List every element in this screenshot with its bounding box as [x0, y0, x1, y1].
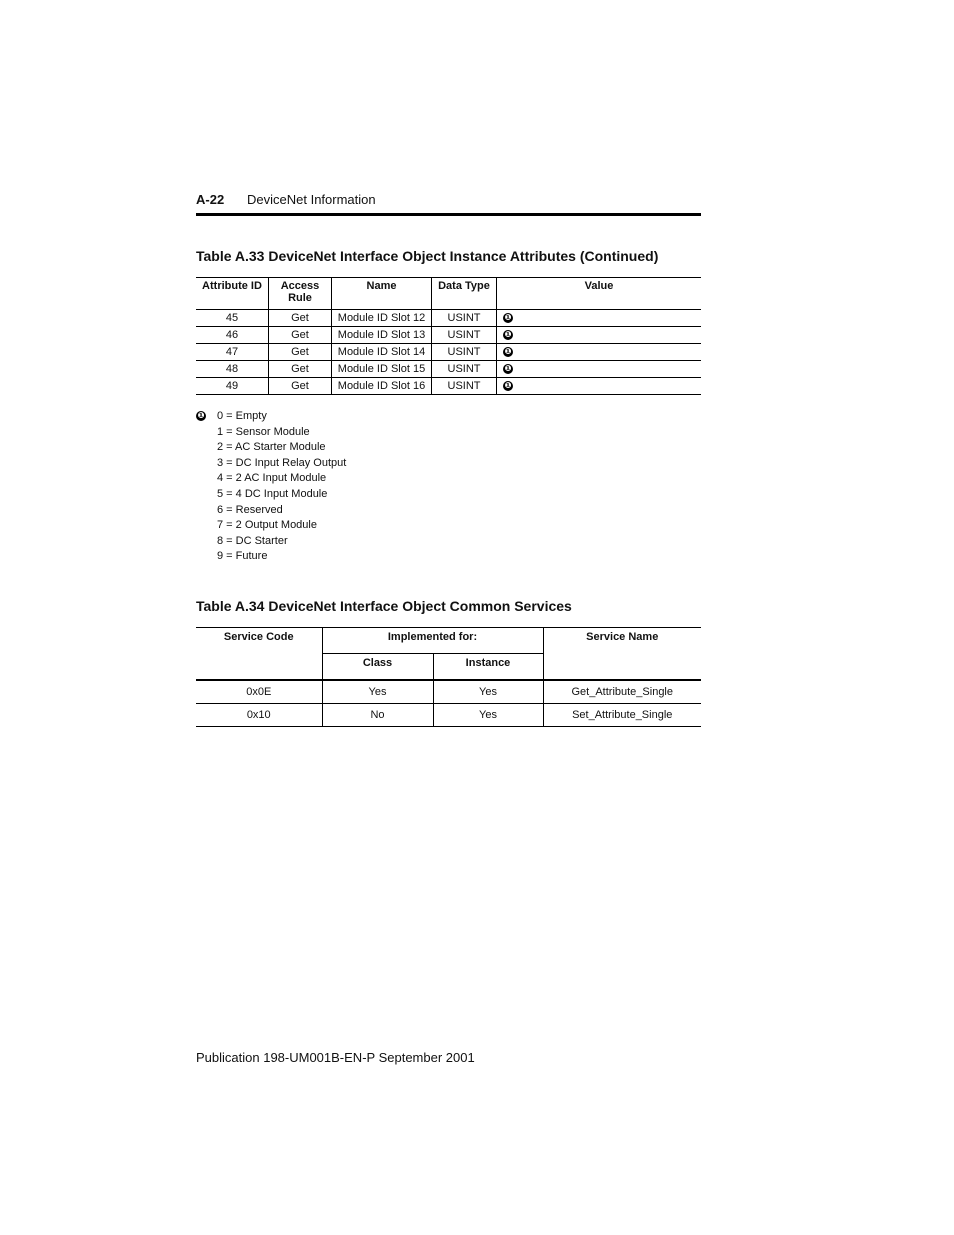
footnote-1-marker: ❶: [504, 313, 512, 323]
footnote-1-marker: ❶: [197, 411, 205, 420]
cell-service-code: 0x10: [246, 709, 271, 721]
table-header-row: [196, 278, 701, 310]
cell-value: [497, 378, 702, 395]
col-service-code: Service Code: [196, 628, 322, 681]
col-instance: Instance: [433, 654, 543, 681]
col-data-type: Data Type: [432, 278, 497, 310]
table-row: [196, 344, 701, 361]
footnote-1-marker: ❶: [504, 381, 512, 391]
cell-value: [497, 327, 702, 344]
cell-value: [497, 310, 702, 327]
page-header: [196, 192, 701, 216]
cell-access-rule: Get: [269, 378, 332, 395]
cell-service-name: Get_Attribute_Single: [543, 680, 701, 704]
cell-attribute-id: 47: [196, 344, 269, 361]
cell-instance: Yes: [433, 704, 543, 727]
table-row: [196, 361, 701, 378]
cell-value: [497, 361, 702, 378]
publication-footer: Publication 198-UM001B-EN-P September 2001: [196, 1050, 475, 1065]
cell-access-rule: Get: [269, 327, 332, 344]
cell-data-type: USINT: [432, 361, 497, 378]
cell-class: Yes: [322, 680, 433, 704]
footnote-1: [196, 409, 346, 565]
list-item: 2 = AC Starter Module: [217, 441, 326, 454]
section-title: DeviceNet Information: [247, 192, 376, 207]
cell-access-rule: Get: [269, 361, 332, 378]
col-value: Value: [497, 278, 702, 310]
table-header-row: [196, 628, 701, 654]
page-number: A-22: [196, 192, 225, 207]
common-services-table: [196, 627, 701, 727]
col-implemented-for: Implemented for:: [322, 628, 543, 654]
cell-value: [497, 344, 702, 361]
cell-service-code: 0x0E: [196, 680, 322, 704]
list-item: 9 = Future: [217, 550, 268, 563]
table-row: [196, 327, 701, 344]
table-row: [196, 680, 701, 704]
table-row: [196, 378, 701, 395]
footnote-1-marker: ❶: [504, 364, 512, 374]
col-name: Name: [332, 278, 432, 310]
list-item: 3 = DC Input Relay Output: [217, 456, 347, 469]
col-service-name: Service Name: [543, 628, 701, 681]
cell-class: No: [322, 704, 433, 727]
col-attribute-id: Attribute ID: [196, 278, 269, 310]
footnote-1-marker: ❶: [504, 347, 512, 357]
header-rule: [196, 213, 701, 216]
cell-name: Module ID Slot 14: [332, 344, 432, 361]
footnote-list: [196, 409, 346, 565]
table1-caption: Table A.33 DeviceNet Interface Object Instance Attributes (Continued): [196, 248, 659, 264]
cell-access-rule: Get: [269, 310, 332, 327]
cell-data-type: USINT: [432, 378, 497, 395]
cell-data-type: USINT: [432, 310, 497, 327]
cell-name: Module ID Slot 13: [332, 327, 432, 344]
cell-attribute-id: 46: [196, 327, 269, 344]
list-item: 4 = 2 AC Input Module: [217, 472, 327, 485]
cell-attribute-id: 48: [196, 361, 269, 378]
list-item: 5 = 4 DC Input Module: [217, 487, 328, 500]
list-item: 8 = DC Starter: [217, 534, 288, 547]
list-item: 7 = 2 Output Module: [217, 519, 317, 532]
list-item: 1 = Sensor Module: [217, 425, 310, 438]
attributes-table: [196, 277, 701, 395]
list-item: 6 = Reserved: [217, 503, 283, 516]
cell-attribute-id: 45: [196, 310, 269, 327]
col-access-rule: Access Rule: [269, 278, 332, 310]
table-row: [196, 310, 701, 327]
cell-service-name: Set_Attribute_Single: [543, 704, 701, 727]
list-item: 0 = Empty: [217, 410, 267, 422]
col-class: Class: [322, 654, 433, 681]
footnote-1-marker: ❶: [504, 330, 512, 340]
cell-access-rule: Get: [269, 344, 332, 361]
cell-data-type: USINT: [432, 327, 497, 344]
cell-instance: Yes: [433, 680, 543, 704]
cell-name: Module ID Slot 12: [332, 310, 432, 327]
cell-attribute-id: 49: [225, 380, 239, 392]
cell-name: Module ID Slot 15: [332, 361, 432, 378]
table2-caption: Table A.34 DeviceNet Interface Object Common Services: [196, 598, 572, 614]
cell-data-type: USINT: [432, 344, 497, 361]
cell-name: Module ID Slot 16: [332, 378, 432, 395]
table-row: [196, 704, 701, 727]
